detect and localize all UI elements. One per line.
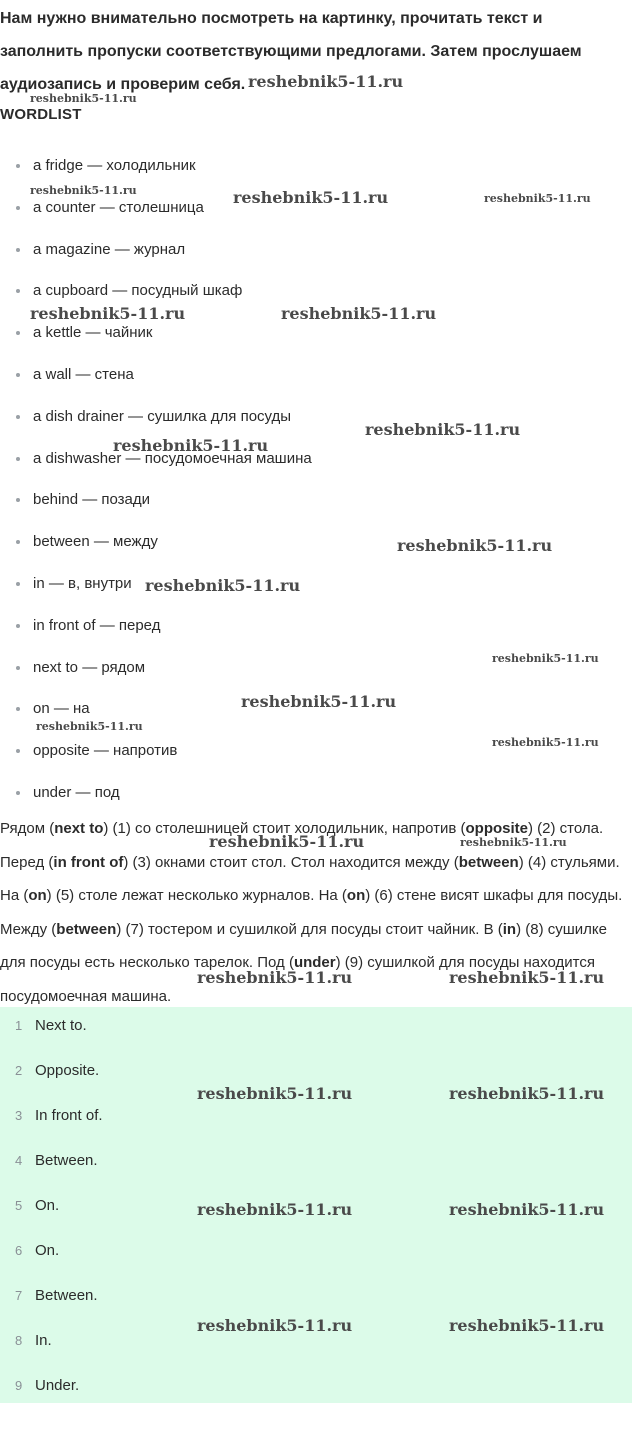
wordlist-item-text: in — в, внутри [33,574,132,592]
watermark: reshebnik5-11.ru [145,576,301,595]
task-instructions [0,2,620,101]
bullet-icon [16,749,20,753]
wordlist-item-text: next to — рядом [33,658,146,676]
watermark: reshebnik5-11.ru [197,1084,353,1103]
watermark: reshebnik5-11.ru [241,692,397,711]
instruction-line: Нам нужно внимательно посмотреть на картинку, прочитать текст и [0,10,543,27]
wordlist-item-text: behind — позади [33,491,151,509]
bullet-icon [16,248,20,252]
wordlist-item-text: a wall — стена [33,365,134,383]
watermark: reshebnik5-11.ru [492,736,599,749]
watermark: reshebnik5-11.ru [281,304,437,323]
story-segment: ) (7) тостером и сушилкой для посуды стоит чайник. В ( [116,920,503,938]
watermark: reshebnik5-11.ru [492,652,599,665]
answer-text: In. [35,1332,52,1349]
watermark: reshebnik5-11.ru [36,720,143,733]
watermark: reshebnik5-11.ru [449,1084,605,1103]
answer-text: Next to. [35,1017,87,1034]
answer-text: Under. [35,1377,80,1394]
answer-number: 9 [15,1378,23,1393]
wordlist-item-text: a dish drainer — сушилка для посуды [33,407,292,425]
watermark: reshebnik5-11.ru [197,1316,353,1335]
answer-text: In front of. [35,1107,103,1124]
story-preposition: in [502,920,517,938]
answer-text: On. [35,1242,60,1259]
wordlist-item [0,605,632,647]
wordlist-item-text: a counter — столешница [33,198,204,216]
bullet-icon [16,707,20,711]
answer-number: 7 [15,1288,23,1303]
story-preposition: next to [54,820,104,837]
bullet-icon [16,373,20,377]
bullet-icon [16,498,20,502]
wordlist-item-text: a magazine — журнал [33,240,186,258]
watermark: reshebnik5-11.ru [449,968,605,987]
watermark: reshebnik5-11.ru [233,188,389,207]
story-segment: ) (9) сушилкой для посуды находится посудомоечная машина. [0,954,595,1005]
wordlist-item [0,521,632,563]
watermark: reshebnik5-11.ru [197,1200,353,1219]
wordlist-item [0,187,632,229]
wordlist [0,145,632,814]
bullet-icon [16,331,20,335]
answer-number: 8 [15,1333,23,1348]
wordlist-heading: WORDLIST [0,106,82,123]
watermark: reshebnik5-11.ru [449,1316,605,1335]
story-segment: ) (2) стола. Перед ( [0,820,604,871]
wordlist-item-text: a dishwasher — посудомоечная машина [33,449,312,467]
story-segment: ) (8) сушилке для посуды есть несколько тарелок. Под ( [0,920,607,971]
watermark: reshebnik5-11.ru [365,420,521,439]
answer-text: Between. [35,1287,98,1304]
story-preposition: in front of [53,853,124,871]
answer-number: 3 [15,1108,23,1123]
story-segment: Рядом ( [0,820,55,837]
wordlist-item [0,730,632,772]
wordlist-item-text: in front of — перед [33,616,161,634]
watermark: reshebnik5-11.ru [30,92,137,105]
wordlist-item-text: a fridge — холодильник [33,157,196,174]
answer-number: 4 [15,1153,23,1168]
wordlist-item-text: between — между [33,533,158,551]
wordlist-item [0,563,632,605]
wordlist-item [0,229,632,271]
story-segment: ) (4) стульями. На ( [0,853,620,904]
wordlist-item [0,647,632,689]
watermark: reshebnik5-11.ru [397,536,553,555]
wordlist-item [0,270,632,312]
bullet-icon [16,206,20,210]
answer-number: 1 [15,1018,23,1033]
watermark: reshebnik5-11.ru [449,1200,605,1219]
bullet-icon [16,666,20,670]
story-preposition: under [293,954,336,971]
bullet-icon [16,164,20,168]
watermark: reshebnik5-11.ru [209,832,365,851]
story-preposition: on [346,887,366,904]
story-segment: ) (1) со столешницей стоит холодильник, напротив ( [103,820,466,837]
wordlist-item [0,354,632,396]
wordlist-item-text: a kettle — чайник [33,324,153,342]
bullet-icon [16,415,20,419]
answers-panel [0,1007,632,1403]
wordlist-item [0,688,632,730]
answer-number: 5 [15,1198,23,1213]
bullet-icon [16,289,20,293]
wordlist-item [0,479,632,521]
bullet-icon [16,540,20,544]
story-segment: ) (3) окнами стоит стол. Стол находится между ( [123,853,459,871]
bullet-icon [16,624,20,628]
instruction-line: аудиозапись и проверим себя. [0,76,246,93]
wordlist-item [0,772,632,814]
story-preposition: between [56,920,117,938]
story-segment: ) (5) столе лежат несколько журналов. На ( [46,887,347,904]
watermark: reshebnik5-11.ru [30,184,137,197]
story-preposition: between [458,853,519,871]
watermark: reshebnik5-11.ru [30,304,186,323]
story-segment: ) (6) стене висят шкафы для посуды. Между ( [0,887,623,938]
wordlist-item [0,145,632,187]
bullet-icon [16,582,20,586]
watermark: reshebnik5-11.ru [248,72,404,91]
answer-number: 6 [15,1243,23,1258]
watermark: reshebnik5-11.ru [484,192,591,205]
wordlist-item [0,312,632,354]
wordlist-item-text: on — на [33,700,90,718]
answer-text: Opposite. [35,1062,100,1079]
watermark: reshebnik5-11.ru [460,836,567,849]
answer-text: On. [35,1197,60,1214]
watermark: reshebnik5-11.ru [197,968,353,987]
story-preposition: opposite [465,820,529,837]
bullet-icon [16,791,20,795]
watermark: reshebnik5-11.ru [113,436,269,455]
wordlist-item [0,438,632,480]
wordlist-item-text: opposite — напротив [33,742,178,760]
instruction-line: заполнить пропуски соответствующими предлогами. Затем прослушаем [0,43,582,60]
answer-text: Between. [35,1152,98,1169]
wordlist-item-text: a cupboard — посудный шкаф [33,282,243,300]
story-text [0,812,628,1013]
story-preposition: on [28,887,47,904]
wordlist-item [0,396,632,438]
answer-number: 2 [15,1063,23,1078]
bullet-icon [16,457,20,461]
wordlist-item-text: under — под [33,783,120,801]
